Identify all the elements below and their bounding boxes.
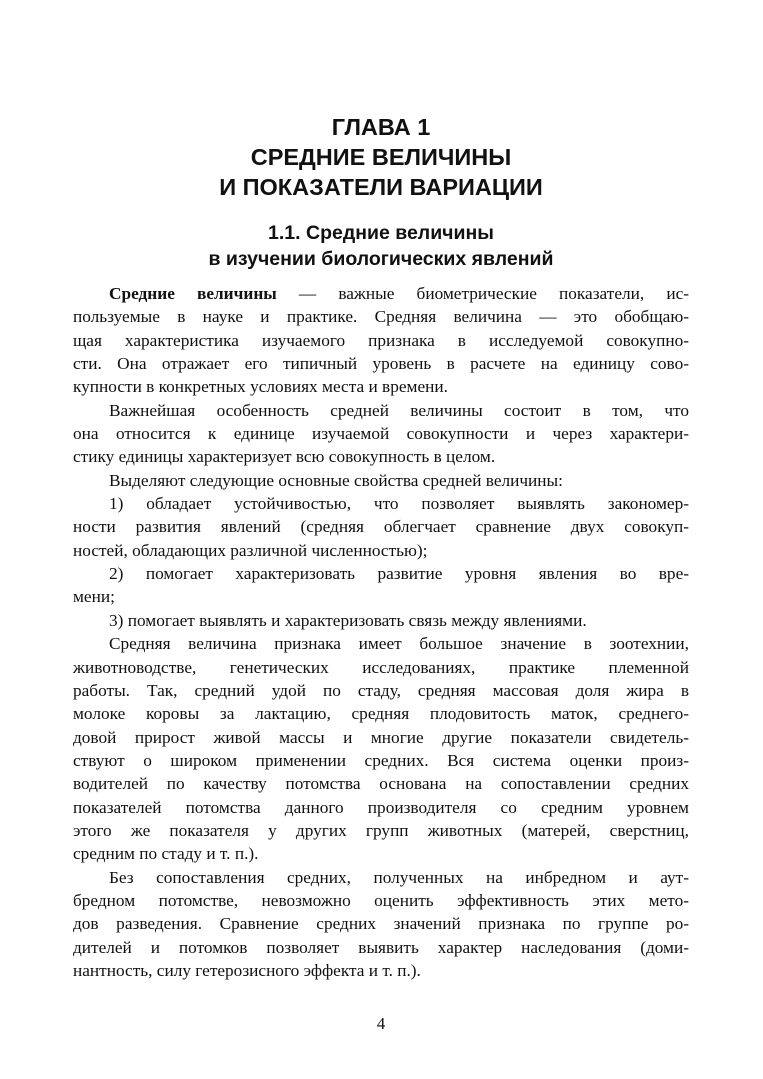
section-heading xyxy=(73,220,689,272)
text-line: 2) помогает характеризовать развитие уровня явления во вре- xyxy=(109,564,689,584)
text-line: животноводстве, генетических исследованиях, практике племенной xyxy=(73,657,689,677)
text-line: 1) обладает устойчивостью, что позволяет выявлять закономер- xyxy=(109,494,689,514)
list-item-1 xyxy=(73,492,689,562)
text-line: бредном потомстве, невозможно оценить эффективность этих мето- xyxy=(73,890,689,910)
text-line: купности в конкретных условиях места и времени. xyxy=(73,377,448,397)
text-line: пользуемые в науке и практике. Средняя величина — это обобщаю- xyxy=(73,307,689,327)
text-line: Важнейшая особенность средней величины состоит в том, что xyxy=(109,400,689,420)
chapter-heading xyxy=(73,112,689,202)
text-line: 3) помогает выявлять и характеризовать связь между явлениями. xyxy=(109,610,587,630)
text-line: она относится к единице изучаемой совокупности и через характери- xyxy=(73,424,689,444)
list-item-3 xyxy=(73,609,689,632)
text-line: этого же показателя у других групп животных (матерей, сверстниц, xyxy=(73,820,689,840)
paragraph-definition xyxy=(73,282,689,399)
text-line: нантность, силу гетерозисного эффекта и т. п.). xyxy=(73,960,421,980)
text-line: стику единицы характеризует всю совокупность в целом. xyxy=(73,447,496,467)
text-line: мени; xyxy=(73,587,115,607)
chapter-title-line-1: СРЕДНИЕ ВЕЛИЧИНЫ xyxy=(250,144,512,170)
chapter-title-line-2: И ПОКАЗАТЕЛИ ВАРИАЦИИ xyxy=(219,174,543,200)
defined-term: Средние величины xyxy=(109,284,277,303)
text-line: водителей по качеству потомства основана на сопоставлении средних xyxy=(73,774,689,794)
text-line: сти. Она отражает его типичный уровень в расчете на единицу сово- xyxy=(73,354,689,374)
text-line: ности развития явлений (средняя облегчает сравнение двух совокуп- xyxy=(73,517,689,537)
text-line: ностей, обладающих различной численностью); xyxy=(73,540,428,560)
paragraph-feature xyxy=(73,399,689,469)
text-line: Без сопоставления средних, полученных на инбредном и аут- xyxy=(109,867,689,887)
list-item-2 xyxy=(73,562,689,609)
chapter-number: ГЛАВА 1 xyxy=(331,114,431,140)
text-line: ствуют о широком применении средних. Вся система оценки произ- xyxy=(73,750,689,770)
page-number: 4 xyxy=(376,1014,386,1033)
text-line: показателей потомства данного производителя со средним уровнем xyxy=(73,797,689,817)
section-title-line-1: 1.1. Средние величины xyxy=(268,222,494,244)
paragraph-zootechnics xyxy=(73,632,689,865)
book-page xyxy=(73,0,689,1079)
text-line: Выделяют следующие основные свойства средней величины: xyxy=(109,470,563,490)
section-title-line-2: в изучении биологических явлений xyxy=(208,248,554,270)
text-line: щая характеристика изучаемого признака в исследуемой совокупно- xyxy=(73,330,689,350)
paragraph-breeding xyxy=(73,866,689,983)
text-line: средним по стаду и т. п.). xyxy=(73,844,259,864)
text-line: довой прирост живой массы и многие другие показатели свидетель- xyxy=(73,727,689,747)
text-line: дителей и потомков позволяет выявить характер наследования (доми- xyxy=(73,937,689,957)
text-line: Средняя величина признака имеет большое значение в зоотехнии, xyxy=(109,634,689,654)
text-line: работы. Так, средний удой по стаду, средняя массовая доля жира в xyxy=(73,680,689,700)
text-line xyxy=(73,282,689,305)
paragraph-properties-intro xyxy=(73,469,689,492)
text-line: молоке коровы за лактацию, средняя плодовитость маток, среднего- xyxy=(73,704,689,724)
body-text xyxy=(73,282,689,982)
text-fragment: — важные биометрические показатели, ис- xyxy=(276,284,689,303)
text-line: дов разведения. Сравнение средних значений признака по группе ро- xyxy=(73,914,689,934)
